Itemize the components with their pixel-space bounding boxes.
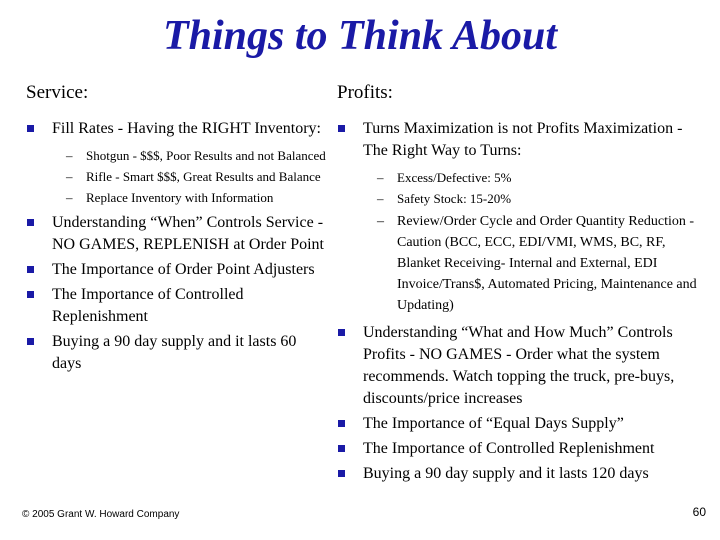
sub-bullet-list [52,147,326,206]
square-bullet-icon [27,219,34,226]
sub-list-item [363,169,707,186]
dash-bullet-icon: – [377,214,384,229]
bullet-text: Understanding “When” Controls Service - NO GAMES, REPLENISH at Order Point [52,214,324,253]
bullet-text: Fill Rates - Having the RIGHT Inventory: [52,120,321,137]
bullet-text: Turns Maximization is not Profits Maximization - The Right Way to Turns: [363,120,683,159]
sub-list-item [363,211,707,316]
profits-heading: Profits: [337,82,393,103]
list-item [337,463,707,485]
bullet-text: The Importance of “Equal Days Supply” [363,415,624,432]
service-heading: Service: [26,82,89,103]
service-column [26,82,326,378]
square-bullet-icon [338,420,345,427]
copyright-footer: © 2005 Grant W. Howard Company [22,509,180,520]
sub-bullet-text: Safety Stock: 15-20% [397,191,512,206]
bullet-text: The Importance of Controlled Replenishment [363,440,655,457]
sub-bullet-text: Rifle - Smart $$$, Great Results and Balance [86,169,321,184]
square-bullet-icon [27,291,34,298]
profits-bullet-list [337,118,707,485]
sub-bullet-text: Review/Order Cycle and Order Quantity Reduction - Caution (BCC, ECC, EDI/VMI, WMS, BC, RF, Blanket Receiving- Internal and External, EDI Invoice/Trans$, Automated Pricing, Maintenance and Updating) [397,214,697,313]
list-item [26,259,326,281]
square-bullet-icon [27,338,34,345]
list-item [26,284,326,328]
service-bullet-list [26,118,326,375]
list-item [26,331,326,375]
bullet-text: The Importance of Order Point Adjusters [52,261,315,278]
bullet-text: Buying a 90 day supply and it lasts 120 days [363,465,649,482]
bullet-text: The Importance of Controlled Replenishment [52,286,244,325]
sub-list-item [52,168,326,185]
square-bullet-icon [27,266,34,273]
dash-bullet-icon: – [66,148,73,163]
list-item [337,322,707,410]
sub-list-item [363,190,707,207]
list-item [26,118,326,206]
page-number: 60 [692,505,706,519]
profits-column [337,82,707,488]
square-bullet-icon [27,125,34,132]
bullet-text: Understanding “What and How Much” Controls Profits - NO GAMES - Order what the system recommends. Watch topping the truck, pre-buys, discounts/price increases [363,324,675,407]
sub-bullet-list [363,169,707,316]
square-bullet-icon [338,125,345,132]
dash-bullet-icon: – [66,169,73,184]
sub-bullet-text: Excess/Defective: 5% [397,170,512,185]
slide-title: Things to Think About [162,13,558,59]
square-bullet-icon [338,329,345,336]
dash-bullet-icon: – [66,190,73,205]
bullet-text: Buying a 90 day supply and it lasts 60 days [52,333,297,372]
sub-list-item [52,147,326,164]
list-item [26,212,326,256]
sub-list-item [52,189,326,206]
list-item [337,413,707,435]
square-bullet-icon [338,470,345,477]
square-bullet-icon [338,445,345,452]
list-item [337,438,707,460]
list-item [337,118,707,316]
sub-bullet-text: Replace Inventory with Information [86,190,274,205]
sub-bullet-text: Shotgun - $$$, Poor Results and not Balanced [86,148,326,163]
dash-bullet-icon: – [377,170,384,185]
dash-bullet-icon: – [377,191,384,206]
